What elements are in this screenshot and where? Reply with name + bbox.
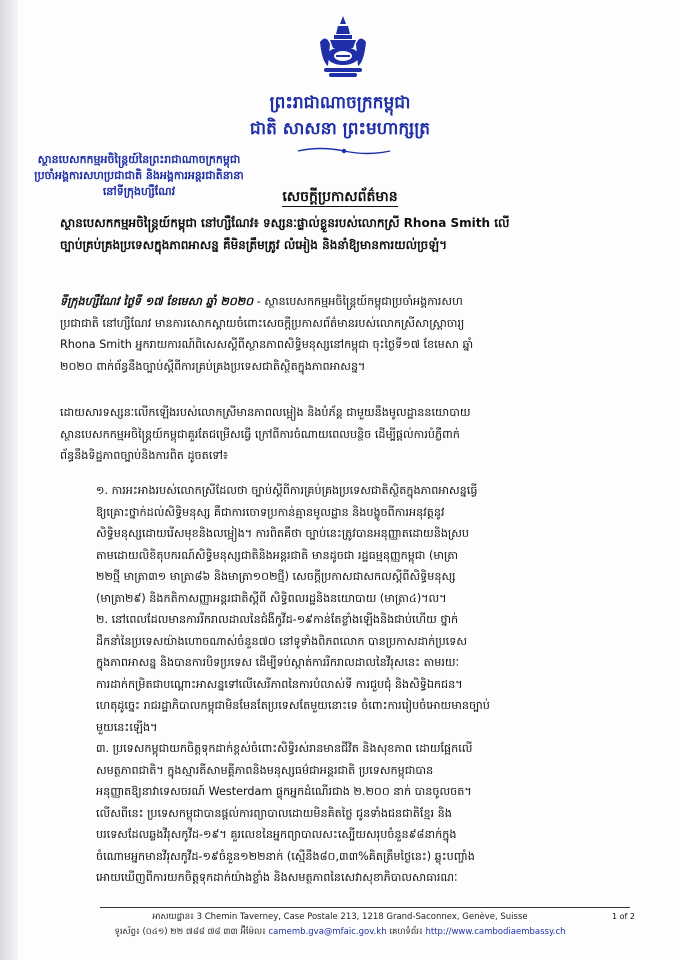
list-line: ចំណោមអ្នកមានវីរុសកូវីដ-១៩ចំនួន១២២នាក់ (ស្មើនឹង៨០,៣៣%គិតត្រឹមថ្ងៃនេះ) ឆ្លុះបញ្ចាំង <box>96 849 475 863</box>
footer-email-link[interactable]: camemb.gva@mfaic.gov.kh <box>268 927 387 937</box>
national-motto: ជាតិ សាសនា ព្រះមហាក្សត្រ <box>249 119 431 139</box>
list-line: សិទ្ធិមនុស្សដោយរើសមុខនិងលម្អៀង។ ការពិតគឺថា ច្បាប់នេះត្រូវបានអនុញ្ញាតដោយនិងស្រប <box>96 527 470 540</box>
numbered-points-list <box>96 480 642 889</box>
footer-divider <box>100 907 630 908</box>
list-line: ឱ្យគ្រោះថ្នាក់ដល់សិទ្ធិមនុស្ស គឺជាការចោទប្រកាន់គ្មានមូលដ្ឋាន និងបង្ខូចពីការអនុវត្តនូវ <box>96 505 445 519</box>
list-line: មួយនេះឡើង។ <box>96 720 158 734</box>
headline-line: ស្ថានបេសកកម្មអចិន្ត្រៃយ៍កម្ពុជា នៅហ្សឺណែវ៖ ទស្សនៈផ្ទាល់ខ្លួនរបស់លោកស្រី Rhona Smith លើ <box>60 216 510 230</box>
headline <box>60 212 640 256</box>
mission-line: ប្រចាំអង្គការសហប្រជាជាតិ និងអង្គការអន្តរជាតិនានា <box>34 169 244 182</box>
list-line: ២. នៅពេលដែលមានការរីករាលដាលនៃជំងឺកូវីដ-១៩កាន់តែខ្លាំងឡើងនិងជាប់ហើយ ថ្នាក់ <box>96 613 459 626</box>
list-line: ៣. ប្រទេសកម្ពុជាយកចិត្តទុកដាក់ខ្ពស់ចំពោះសិទ្ធិរស់រានមានជីវិត និងសុខភាព ដោយផ្អែកលើ <box>96 742 473 755</box>
footer-website-link[interactable]: http://www.cambodiaembassy.ch <box>425 927 566 937</box>
list-line: អនុញ្ញាតឱ្យនាវាទេសចរណ៍ Westerdam ផ្ទុកអ្នកដំណើរជាង ២.២០០ នាក់ បានចូលចត។ <box>96 785 472 798</box>
paragraph-line: ប្រជាជាតិ នៅហ្សឺណែវ មានការសោកស្តាយចំពោះសេចក្តីប្រកាសព័ត៌មានរបស់លោកស្រីសាស្ត្រាចារ្យ <box>60 316 465 330</box>
list-line: អោយឃើញពីការយកចិត្តទុកដាក់យ៉ាងខ្លាំង និងសមត្ថភាពនៃសេវាសុខាភិបាលសាធារណៈ <box>96 871 458 884</box>
paragraph-line <box>60 291 642 313</box>
kingdom-name: ព្រះរាជាណាចក្រកម្ពុជា <box>269 93 411 113</box>
list-line: ១. ការអះអាងរបស់លោកស្រីដែលថា ច្បាប់ស្តីពីការគ្រប់គ្រងប្រទេសជាតិស្ថិតក្នុងភាពអាសន្នធ្វើ <box>96 484 478 497</box>
paragraph-intro <box>60 291 642 377</box>
page-number: 1 of 2 <box>612 912 635 921</box>
list-line: ហេតុដូច្នេះ រាជរដ្ឋាភិបាលកម្ពុជាមិនមែនតែប្រទេសតែមួយនោះទេ ចំពោះការរៀបចំអោយមានច្បាប់ <box>96 699 490 712</box>
dateline: ទីក្រុងហ្សឺណែវ ថ្ងៃទី ១៧ ខែមេសា ឆ្នាំ ២០២០ <box>60 295 254 308</box>
list-line: (មាត្រា២៩) និងកតិកាសញ្ញាអន្តរជាតិស្តីពី សិទ្ធិពលរដ្ឋនិងនយោបាយ (មាត្រា៤)។ល។ <box>96 591 447 605</box>
list-line: សមត្ថភាពជាតិ។ ក្នុងស្មារតីសាមគ្គីភាពនិងមនុស្សធម៌ជាអន្តរជាតិ ប្រទេសកម្ពុជាបាន <box>96 763 434 777</box>
document-title <box>0 187 680 208</box>
paragraph-response <box>60 402 642 467</box>
list-line: ការដាក់កម្រិតជាបណ្តោះអាសន្នទៅលើសេរីភាពនៃការបំលាស់ទី ការជួបជុំ និងសិទ្ធិឯកជន។ <box>96 677 463 691</box>
footer-web-label: គេហទំព័រ៖ <box>389 927 423 937</box>
headline-line: ច្បាប់គ្រប់គ្រងប្រទេសក្នុងភាពអាសន្ន គឺមិនត្រឹមត្រូវ លំអៀង និងនាំឱ្យមានការយល់ច្រឡំ។ <box>60 238 448 252</box>
royal-arms-emblem-icon <box>316 14 370 80</box>
paragraph-line: ដោយសារទស្សនៈលើកឡើងរបស់លោកស្រីមានភាពលម្អៀង និងបំភ័ន្ត ជាមួយនឹងមូលដ្ឋាននយោបាយ <box>60 406 471 419</box>
paragraph-line: ២០២០ ពាក់ព័ន្ធនឹងច្បាប់ស្តីពីការគ្រប់គ្រងប្រទេសជាតិស្ថិតក្នុងភាពអាសន្ន។ <box>60 359 366 373</box>
list-line: ដឹកនាំនៃប្រទេសយ៉ាងហោចណាស់ចំនួន៧០ នៅទូទាំងពិភពលោក បានប្រកាសដាក់ប្រទេស <box>96 634 467 648</box>
footer-phone: ទូរស័ព្ទ៖ (០៤១) ២២ ៧៨៨ ៧៨ ៣៣ អ៊ីម៉ែល៖ <box>114 927 266 937</box>
list-line: បរទេសដែលឆ្លងវីរុសកូវីដ-១៩។ គួរលេខនៃអ្នកព្យាបាលសះស្បើយសរុបចំនួន៩៨នាក់ក្នុង <box>96 828 457 841</box>
paragraph-line: ព័ន្ធនឹងទិដ្ឋភាពច្បាប់និងការពិត ដូចតទៅ៖ <box>60 449 228 462</box>
list-line: ក្នុងភាពអាសន្ន និងបានការបិទប្រទេស ដើម្បីទប់ស្កាត់ការរីករាលដាលនៃវីរុសនេះ តាមរយៈ <box>96 656 459 669</box>
list-line: ២២ថ្មី មាត្រា៣១ មាត្រា៨៦ និងមាត្រា១០២ថ្មី) សេចក្តីប្រកាសជាសកលស្តីពីសិទ្ធិមនុស្ស <box>96 570 456 583</box>
footer-contact <box>0 927 680 939</box>
paragraph-text: - ស្ថានបេសកកម្មអចិន្ត្រៃយ៍កម្ពុជាប្រចាំអង្គការសហ <box>253 295 463 308</box>
page-edge-shadow <box>0 0 18 960</box>
document-title-text: សេចក្តីប្រកាសព័ត៌មាន <box>282 189 398 205</box>
mission-line: នៅទីក្រុងហ្សឺណែវ <box>102 185 176 198</box>
list-line: លើសពីនេះ ប្រទេសកម្ពុជាបានផ្តល់ការព្យាបាលដោយមិនគិតថ្លៃ ជូនទាំងជនជាតិខ្មែរ និង <box>96 806 452 820</box>
footer-address: អាសយដ្ឋាន៖ 3 Chemin Taverney, Case Postale 213, 1218 Grand-Saconnex, Genève, Suisse <box>152 912 528 922</box>
mission-line: ស្ថានបេសកកម្មអចិន្ត្រៃយ៍នៃព្រះរាជាណាចក្រកម្ពុជា <box>37 153 241 166</box>
list-line: តាមដោយលិខិតុបករណ៍សិទ្ធិមនុស្សជាតិនិងអន្តរជាតិ មានដូចជា រដ្ឋធម្មនុញ្ញកម្ពុជា (មាត្រា <box>96 548 459 562</box>
ornament-divider-icon <box>296 146 392 156</box>
paragraph-line: ស្ថានបេសកកម្មអចិន្ត្រៃយ៍កម្ពុជាគួរតែជម្រើសធ្វើ ក្រៅពីការចំណាយពេលបន្ថិច ដើម្បីផ្តល់ការបំភ្លឺពាក់ <box>60 427 460 441</box>
paragraph-line: Rhona Smith អ្នករាយការណ៍ពិសេសស្តីពីស្ថានភាពសិទ្ធិមនុស្សនៅកម្ពុជា ចុះថ្ងៃទី១៧ ខែមេសា ឆ្នាំ <box>60 338 474 351</box>
